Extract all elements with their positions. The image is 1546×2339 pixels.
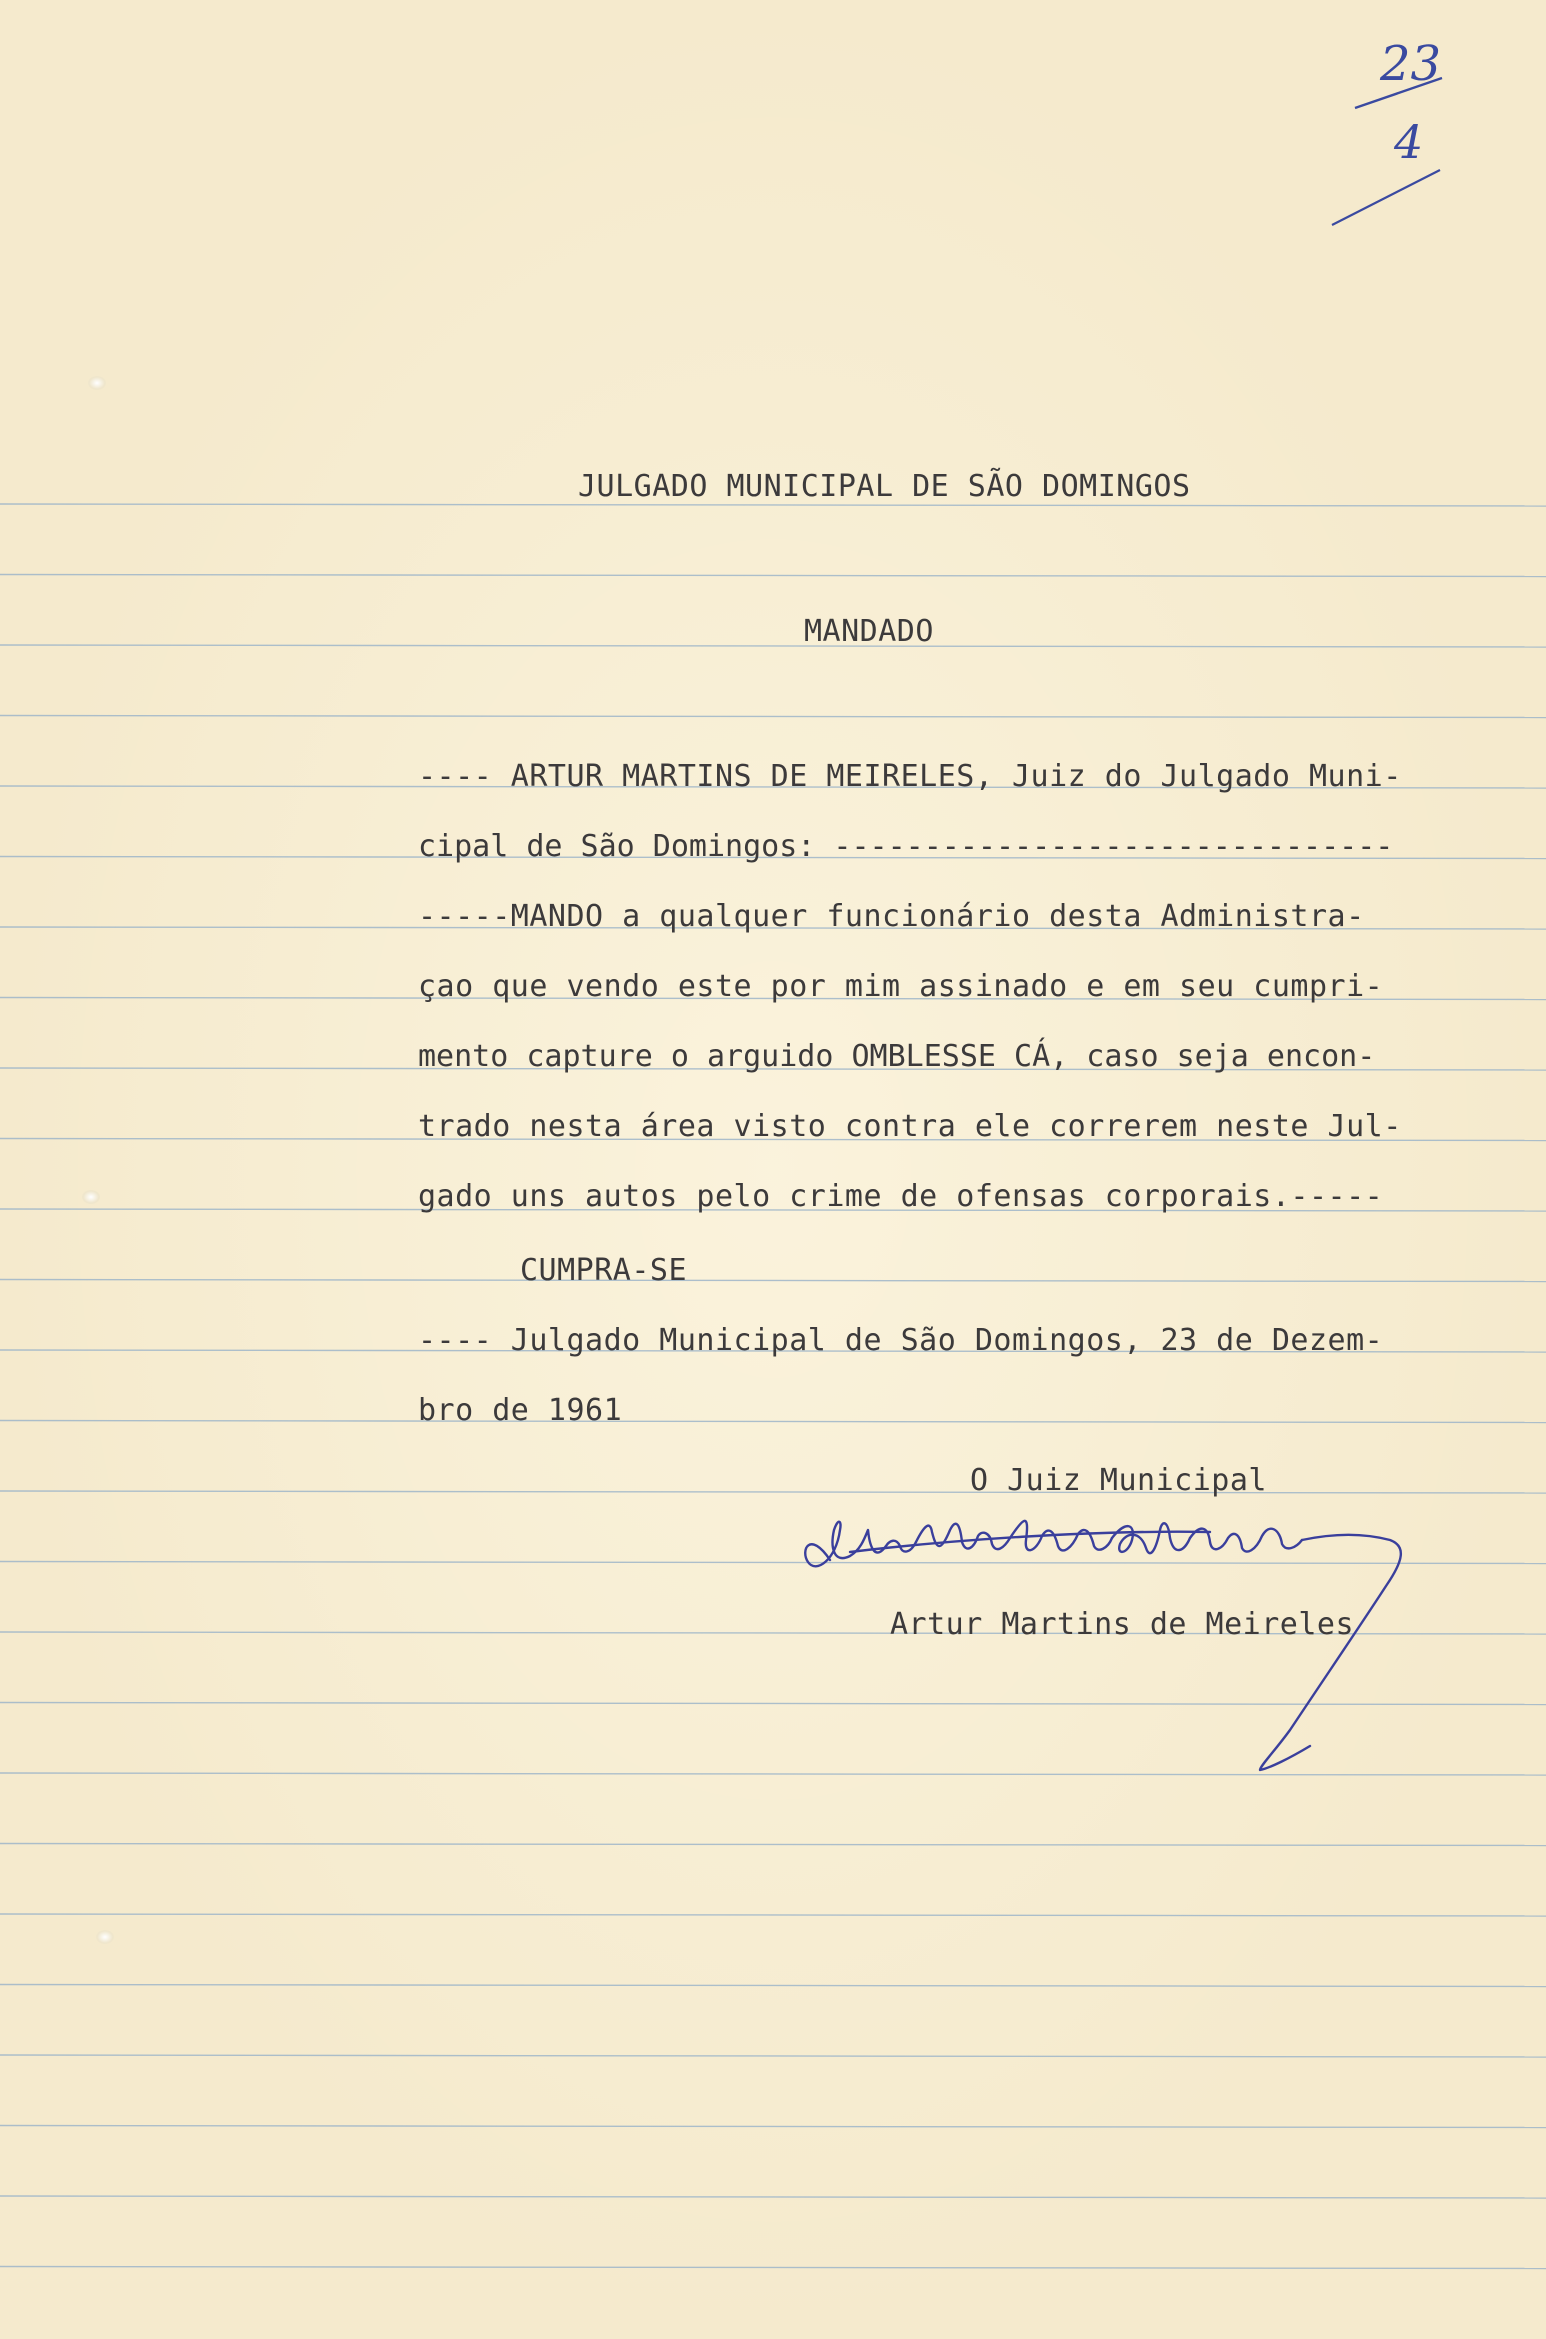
body-line: gado uns autos pelo crime de ofensas corporais.----- <box>418 1179 1384 1214</box>
ruled-line <box>0 1914 1546 1916</box>
ruled-line <box>0 2267 1546 2269</box>
document-type: MANDADO <box>804 614 934 649</box>
ruled-line <box>0 575 1546 577</box>
folio-submark: 4 <box>1394 115 1424 169</box>
folio-mark <box>1320 20 1470 240</box>
body-line: bro de 1961 <box>418 1393 623 1428</box>
body-line: trado nesta área visto contra ele correrem neste Jul- <box>418 1109 1402 1144</box>
signature <box>790 1490 1510 1810</box>
ruled-line <box>0 2196 1546 2198</box>
punch-hole-1 <box>88 376 106 390</box>
punch-hole-2 <box>82 1190 100 1204</box>
folio-number: 23 <box>1380 36 1442 92</box>
body-line: çao que vendo este por mim assinado e em seu cumpri- <box>418 969 1384 1004</box>
ruled-line <box>0 1985 1546 1987</box>
punch-hole-3 <box>96 1930 114 1944</box>
ruled-line <box>0 1844 1546 1846</box>
ruled-line <box>0 716 1546 718</box>
ruled-line <box>0 1421 1546 1423</box>
signatory-role: O Juiz Municipal <box>970 1463 1267 1498</box>
ruled-line <box>0 645 1546 647</box>
ruled-line <box>0 2126 1546 2128</box>
signatory-name: Artur Martins de Meireles <box>890 1607 1355 1642</box>
ruled-line <box>0 2055 1546 2057</box>
court-heading: JULGADO MUNICIPAL DE SÃO DOMINGOS <box>578 469 1191 504</box>
body-line: mento capture o arguido OMBLESSE CÁ, caso seja encon- <box>418 1039 1376 1074</box>
body-line: ---- ARTUR MARTINS DE MEIRELES, Juiz do Julgado Muni- <box>418 759 1402 794</box>
ruled-line <box>0 1280 1546 1282</box>
body-line: ---- Julgado Municipal de São Domingos, 23 de Dezem- <box>418 1323 1384 1358</box>
cumpra-se: CUMPRA-SE <box>520 1253 688 1288</box>
body-line: -----MANDO a qualquer funcionário desta Administra- <box>418 899 1365 934</box>
ruled-line <box>0 504 1546 506</box>
body-line: cipal de São Domingos: ------------------------------- <box>418 829 1394 864</box>
